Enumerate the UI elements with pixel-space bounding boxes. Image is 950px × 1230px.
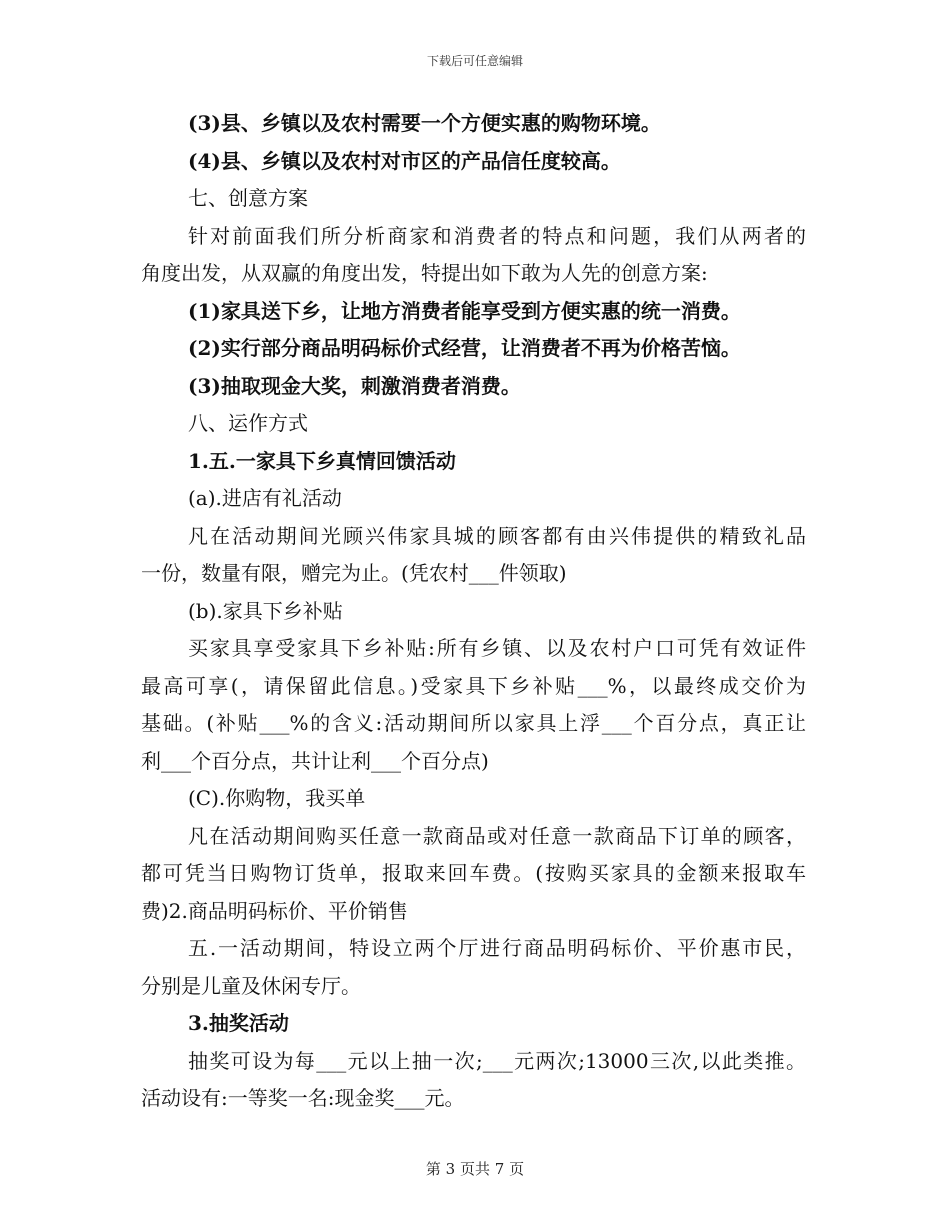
text-line: 一份，数量有限，赠完为止。(凭农村___件领取): [141, 561, 567, 585]
text-line: 角度出发，从双赢的角度出发，特提出如下敢为人先的创意方案:: [141, 261, 708, 285]
heading-line: (4)县、乡镇以及农村对市区的产品信任度较高。: [188, 148, 621, 173]
heading-line: (1)家具送下乡，让地方消费者能享受到方便实惠的统一消费。: [188, 298, 741, 323]
text-line: 利___个百分点，共计让利___个百分点): [141, 748, 489, 773]
heading-line: 1.五.一家具下乡真情回馈活动: [188, 448, 456, 473]
text-line: 买家具享受家具下乡补贴:所有乡镇、以及农村户口可凭有效证件: [188, 636, 806, 660]
heading-line: 3.抽奖活动: [188, 1011, 289, 1035]
text-line: 基础。(补贴___%的含义:活动期间所以家具上浮___个百分点，真正让: [141, 711, 806, 735]
text-line: 凡在活动期间光顾兴伟家具城的顾客都有由兴伟提供的精致礼品: [188, 523, 806, 548]
document-body: [141, 105, 806, 1118]
page-header: 下载后可任意编辑: [426, 54, 523, 68]
text-line: (C).你购物，我买单: [188, 786, 366, 810]
text-line: 分别是儿童及休闲专厅。: [141, 973, 361, 998]
text-line: 针对前面我们所分析商家和消费者的特点和问题，我们从两者的: [188, 223, 806, 248]
text-line: 最高可享(，请保留此信息。)受家具下乡补贴___%，以最终成交价为: [141, 673, 806, 698]
text-line: 都可凭当日购物订货单，报取来回车费。(按购买家具的金额来报取车: [141, 861, 806, 885]
text-line: 七、创意方案: [188, 186, 308, 210]
heading-line: (3)抽取现金大奖，刺激消费者消费。: [188, 373, 521, 398]
text-line: (a).进店有礼活动: [188, 486, 342, 510]
heading-line: (2)实行部分商品明码标价式经营，让消费者不再为价格苦恼。: [188, 336, 741, 360]
text-line: 八、运作方式: [188, 411, 308, 435]
text-line: 抽奖可设为每___元以上抽一次;___元两次;13000三次,以此类推。: [188, 1048, 806, 1073]
text-line: 五.一活动期间，特设立两个厅进行商品明码标价、平价惠市民，: [188, 936, 806, 960]
text-line: 凡在活动期间购买任意一款商品或对任意一款商品下订单的顾客，: [188, 823, 806, 848]
heading-line: (3)县、乡镇以及农村需要一个方便实惠的购物环境。: [188, 111, 661, 135]
text-line: 活动设有:一等奖一名:现金奖___元。: [141, 1086, 465, 1110]
text-line: (b).家具下乡补贴: [188, 598, 343, 623]
text-line: 费)2.商品明码标价、平价销售: [141, 898, 408, 923]
page-footer: 第 3 页共 7 页: [425, 1160, 525, 1178]
